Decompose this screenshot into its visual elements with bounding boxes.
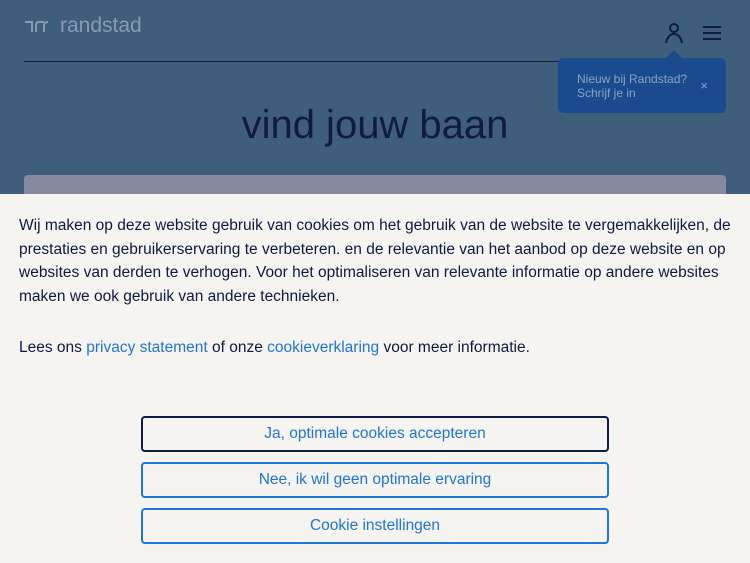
menu-icon[interactable] [702,24,722,42]
close-icon[interactable]: × [700,78,708,93]
info-middle: of onze [207,339,268,356]
tooltip-line1: Nieuw bij Randstad? [577,72,688,86]
privacy-statement-link[interactable]: privacy statement [86,339,208,356]
info-prefix: Lees ons [19,339,87,356]
user-icon[interactable] [663,22,685,44]
cookie-settings-button[interactable]: Cookie instellingen [141,508,609,544]
tooltip-line2: Schrijf je in [577,86,636,100]
header-divider [24,61,564,62]
cookie-statement-link[interactable]: cookieverklaring [267,339,380,356]
cookie-info [19,336,734,360]
info-suffix: voor meer informatie. [379,339,530,356]
cookie-text: Wij maken op deze website gebruik van cookies om het gebruik van de website te vergemakkelijken, de prestaties en gebruikerservaring te verbeteren. en de relevantie van het aanbod op deze website en op websites van derden te verhogen. Voor het optimaliseren van relevante informatie op andere websites maken we ook gebruik van andere technieken. [19,217,731,305]
page-title: vind jouw baan [241,103,509,147]
randstad-logo-icon [24,19,52,33]
logo-text: randstad [60,14,142,37]
tooltip-text[interactable] [577,72,687,100]
accept-cookies-button[interactable]: Ja, optimale cookies accepteren [141,416,609,452]
randstad-logo[interactable] [24,14,142,38]
cookie-banner [0,194,750,563]
decline-cookies-button[interactable]: Nee, ik wil geen optimale ervaring [141,462,609,498]
